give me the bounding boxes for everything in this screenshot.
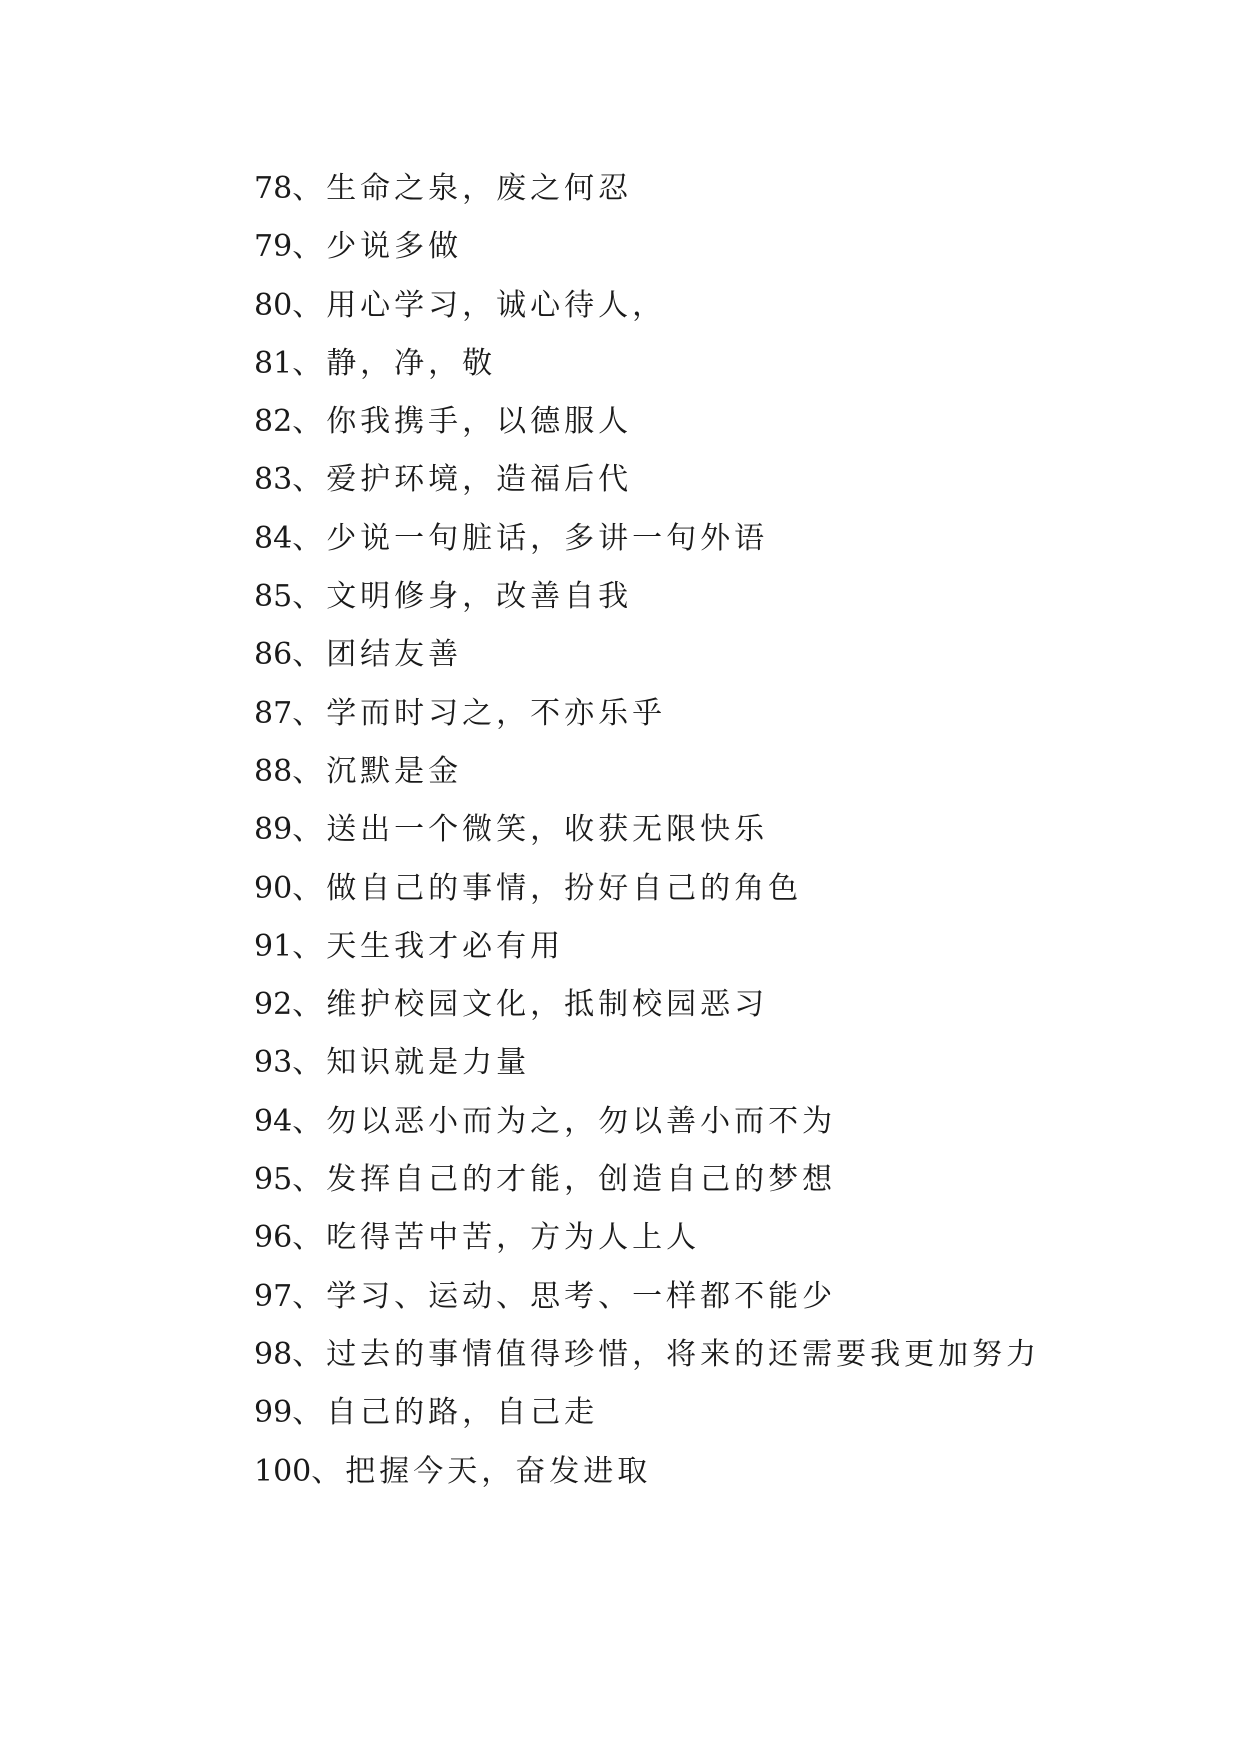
list-item — [254, 1326, 1040, 1384]
item-separator: 、 — [292, 1395, 327, 1431]
item-number: 94 — [254, 1103, 293, 1139]
list-item — [254, 277, 1040, 335]
item-number: 84 — [254, 520, 293, 556]
list-item — [254, 393, 1040, 451]
item-number: 91 — [254, 928, 293, 964]
item-text: 送出一个微笑，收获无限快乐 — [326, 812, 769, 848]
list-item — [254, 1268, 1040, 1326]
list-item — [254, 976, 1040, 1034]
item-number: 100 — [254, 1453, 312, 1489]
list-item — [254, 626, 1040, 684]
list-item — [254, 451, 1040, 509]
item-number: 98 — [254, 1336, 293, 1372]
item-text: 用心学习，诚心待人， — [326, 287, 667, 323]
item-text: 学而时习之，不亦乐乎 — [326, 695, 667, 731]
list-item — [254, 160, 1040, 218]
item-text: 学习、运动、思考、一样都不能少 — [326, 1278, 837, 1314]
item-separator: 、 — [292, 695, 327, 731]
item-text: 吃得苦中苦，方为人上人 — [326, 1220, 701, 1256]
list-item — [254, 1034, 1040, 1092]
item-text: 勿以恶小而为之，勿以善小而不为 — [326, 1103, 837, 1139]
slogan-list — [254, 160, 1040, 1501]
item-number: 87 — [254, 695, 293, 731]
item-number: 93 — [254, 1045, 293, 1081]
item-separator: 、 — [292, 404, 327, 440]
item-text: 生命之泉，废之何忍 — [326, 171, 633, 206]
list-item — [254, 918, 1040, 976]
item-number: 99 — [254, 1395, 293, 1431]
item-text: 维护校园文化，抵制校园恶习 — [326, 987, 769, 1023]
item-separator: 、 — [292, 579, 327, 615]
item-text: 团结友善 — [326, 637, 463, 673]
list-item — [254, 510, 1040, 568]
item-separator: 、 — [292, 1045, 327, 1081]
list-item — [254, 685, 1040, 743]
item-separator: 、 — [292, 229, 327, 265]
item-number: 82 — [254, 404, 293, 440]
item-text: 少说一句脏话，多讲一句外语 — [326, 520, 769, 556]
item-number: 88 — [254, 753, 293, 789]
item-text: 自己的路，自己走 — [326, 1395, 599, 1431]
list-item — [254, 1443, 1040, 1501]
item-separator: 、 — [292, 1162, 327, 1198]
item-separator: 、 — [292, 1103, 327, 1139]
list-item — [254, 1384, 1040, 1442]
item-separator: 、 — [292, 1220, 327, 1256]
item-number: 86 — [254, 637, 293, 673]
list-item — [254, 1093, 1040, 1151]
item-text: 天生我才必有用 — [326, 928, 565, 964]
item-separator: 、 — [292, 928, 327, 964]
item-number: 95 — [254, 1162, 293, 1198]
item-number: 97 — [254, 1278, 293, 1314]
list-item — [254, 1209, 1040, 1267]
item-separator: 、 — [292, 1336, 327, 1372]
item-text: 你我携手，以德服人 — [326, 404, 633, 440]
item-text: 静，净，敬 — [326, 345, 497, 381]
list-item — [254, 1151, 1040, 1209]
item-separator: 、 — [292, 462, 327, 498]
item-separator: 、 — [292, 287, 327, 323]
item-number: 79 — [254, 229, 293, 265]
list-item — [254, 218, 1040, 276]
item-number: 89 — [254, 812, 293, 848]
item-separator: 、 — [292, 171, 327, 206]
list-item — [254, 335, 1040, 393]
item-text: 爱护环境，造福后代 — [326, 462, 633, 498]
list-item — [254, 860, 1040, 918]
list-item — [254, 568, 1040, 626]
item-number: 92 — [254, 987, 293, 1023]
item-separator: 、 — [292, 520, 327, 556]
item-number: 90 — [254, 870, 293, 906]
item-number: 81 — [254, 345, 293, 381]
item-text: 做自己的事情，扮好自己的角色 — [326, 870, 803, 906]
item-separator: 、 — [292, 345, 327, 381]
item-separator: 、 — [292, 870, 327, 906]
item-number: 85 — [254, 579, 293, 615]
item-text: 把握今天，奋发进取 — [345, 1453, 652, 1489]
list-item — [254, 743, 1040, 801]
item-number: 96 — [254, 1220, 293, 1256]
item-text: 知识就是力量 — [326, 1045, 531, 1081]
item-number: 80 — [254, 287, 293, 323]
item-separator: 、 — [292, 637, 327, 673]
item-number: 78 — [254, 171, 293, 206]
item-text: 发挥自己的才能，创造自己的梦想 — [326, 1162, 837, 1198]
item-text: 沉默是金 — [326, 753, 463, 789]
item-number: 83 — [254, 462, 293, 498]
item-text: 文明修身，改善自我 — [326, 579, 633, 615]
item-separator: 、 — [311, 1453, 346, 1489]
item-separator: 、 — [292, 1278, 327, 1314]
item-text: 少说多做 — [326, 229, 463, 265]
item-separator: 、 — [292, 987, 327, 1023]
list-item — [254, 801, 1040, 859]
item-separator: 、 — [292, 812, 327, 848]
item-separator: 、 — [292, 753, 327, 789]
item-text: 过去的事情值得珍惜，将来的还需要我更加努力 — [326, 1336, 1041, 1372]
